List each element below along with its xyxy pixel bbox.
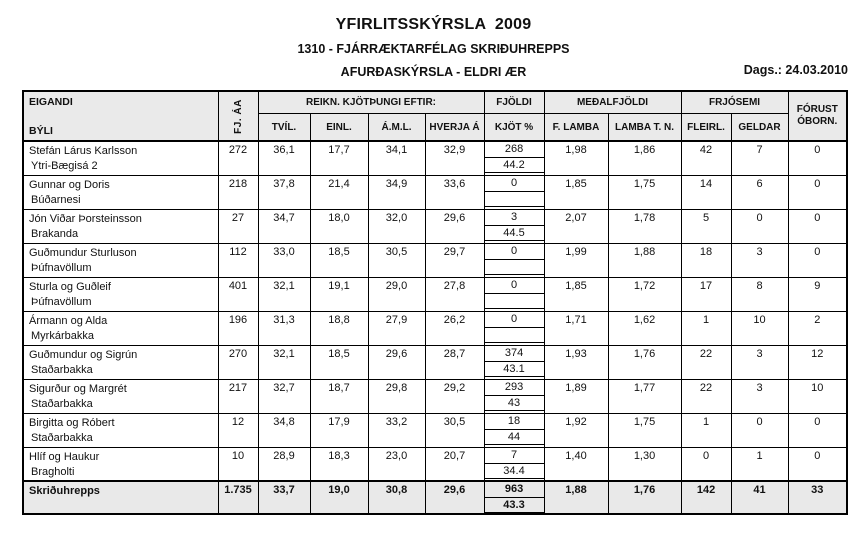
owner-name: Skriðuhrepps (29, 485, 100, 497)
kjot-cell (484, 311, 544, 345)
owner-farm-cell (23, 413, 218, 447)
table-row (23, 209, 847, 243)
header-lost-unborn (788, 91, 847, 141)
lamba-tn-cell: 1,30 (608, 447, 681, 481)
aml-cell: 27,9 (368, 311, 425, 345)
fj-aa-cell: 12 (218, 413, 258, 447)
owner-name: Guðmundur og Sigrún (29, 348, 138, 361)
forust-cell: 0 (788, 175, 847, 209)
tvil-cell: 33,0 (258, 243, 310, 277)
tvil-cell: 33,7 (258, 481, 310, 514)
f-lamba-cell: 1,98 (544, 141, 608, 175)
lamba-tn-cell: 1,86 (608, 141, 681, 175)
kjot-count: 0 (485, 244, 544, 260)
aml-cell: 30,8 (368, 481, 425, 514)
table-row (23, 243, 847, 277)
kjot-count: 0 (485, 312, 544, 328)
owner-farm-cell (23, 175, 218, 209)
owner-farm-cell (23, 243, 218, 277)
fj-aa-cell: 272 (218, 141, 258, 175)
hverja-a-cell: 29,2 (425, 379, 484, 413)
owner-name: Sturla og Guðleif (29, 280, 111, 293)
owner-farm-cell (23, 447, 218, 481)
hverja-a-cell: 26,2 (425, 311, 484, 345)
owner-farm-cell (23, 209, 218, 243)
table-header (23, 91, 847, 141)
report-subtitle-org: 1310 - FJÁRRÆKTARFÉLAG SKRIÐUHREPPS (297, 42, 570, 56)
kjot-cell (484, 277, 544, 311)
owner-name: Ármann og Alda (29, 314, 108, 327)
forust-cell: 0 (788, 141, 847, 175)
aml-cell: 34,1 (368, 141, 425, 175)
hverja-a-cell: 30,5 (425, 413, 484, 447)
aml-cell: 29,6 (368, 345, 425, 379)
fj-aa-cell: 27 (218, 209, 258, 243)
kjot-percent (485, 294, 544, 309)
header-kjot-pct: KJÖT % (484, 114, 544, 141)
kjot-count: 293 (485, 380, 544, 396)
kjot-percent: 43.1 (485, 362, 544, 377)
fj-aa-cell: 270 (218, 345, 258, 379)
fleirl-cell: 42 (681, 141, 731, 175)
farm-name: Staðarbakka (31, 363, 93, 376)
owner-farm-cell (23, 481, 218, 514)
farm-name: Þúfnavöllum (31, 295, 92, 308)
fj-aa-cell: 196 (218, 311, 258, 345)
hverja-a-cell: 29,7 (425, 243, 484, 277)
owner-name: Jón Viðar Þorsteinsson (29, 212, 142, 225)
forust-cell: 12 (788, 345, 847, 379)
header-owner-label: EIGANDI (29, 96, 73, 108)
kjot-percent: 44 (485, 430, 544, 445)
kjot-cell (484, 209, 544, 243)
tvil-cell: 32,1 (258, 345, 310, 379)
header-farm-label: BÝLI (29, 125, 53, 137)
f-lamba-cell: 1,99 (544, 243, 608, 277)
einl-cell: 18,0 (310, 209, 368, 243)
kjot-count: 3 (485, 210, 544, 226)
report-date: Dags.: 24.03.2010 (743, 63, 848, 77)
f-lamba-cell: 1,88 (544, 481, 608, 514)
tvil-cell: 28,9 (258, 447, 310, 481)
geldar-cell: 0 (731, 209, 788, 243)
tvil-cell: 36,1 (258, 141, 310, 175)
header-fleirl: FLEIRL. (681, 114, 731, 141)
kjot-cell (484, 379, 544, 413)
kjot-cell (484, 345, 544, 379)
tvil-cell: 34,8 (258, 413, 310, 447)
fj-aa-cell: 218 (218, 175, 258, 209)
fj-aa-cell: 10 (218, 447, 258, 481)
kjot-cell (484, 243, 544, 277)
lamba-tn-cell: 1,75 (608, 175, 681, 209)
header-einl: EINL. (310, 114, 368, 141)
f-lamba-cell: 1,71 (544, 311, 608, 345)
table-row (23, 345, 847, 379)
hverja-a-cell: 32,9 (425, 141, 484, 175)
tvil-cell: 32,1 (258, 277, 310, 311)
einl-cell: 18,8 (310, 311, 368, 345)
fleirl-cell: 5 (681, 209, 731, 243)
fleirl-cell: 142 (681, 481, 731, 514)
header-group-fertility: FRJÓSEMI (681, 91, 788, 114)
header-owner-farm (23, 91, 218, 141)
hverja-a-cell: 28,7 (425, 345, 484, 379)
aml-cell: 33,2 (368, 413, 425, 447)
owner-name: Sigurður og Margrét (29, 382, 127, 395)
einl-cell: 18,5 (310, 345, 368, 379)
hverja-a-cell: 33,6 (425, 175, 484, 209)
header-aml: Á.M.L. (368, 114, 425, 141)
summary-table (22, 90, 848, 515)
einl-cell: 17,7 (310, 141, 368, 175)
geldar-cell: 0 (731, 413, 788, 447)
table-row (23, 447, 847, 481)
aml-cell: 34,9 (368, 175, 425, 209)
forust-cell: 0 (788, 243, 847, 277)
f-lamba-cell: 1,85 (544, 277, 608, 311)
header-fj-aa-label: FJ. ÁA (232, 98, 244, 134)
aml-cell: 23,0 (368, 447, 425, 481)
forust-cell: 2 (788, 311, 847, 345)
einl-cell: 18,5 (310, 243, 368, 277)
lamba-tn-cell: 1,77 (608, 379, 681, 413)
kjot-percent: 43 (485, 396, 544, 411)
kjot-cell (484, 175, 544, 209)
table-row (23, 141, 847, 175)
header-f-lamba: F. LAMBA (544, 114, 608, 141)
owner-name: Birgitta og Róbert (29, 416, 115, 429)
kjot-percent: 43.3 (485, 498, 544, 513)
aml-cell: 29,0 (368, 277, 425, 311)
einl-cell: 18,7 (310, 379, 368, 413)
owner-farm-cell (23, 345, 218, 379)
report-title: YFIRLITSSKÝRSLA 2009 (335, 16, 532, 33)
farm-name: Myrkárbakka (31, 329, 94, 342)
forust-cell: 10 (788, 379, 847, 413)
kjot-percent: 44.2 (485, 158, 544, 173)
fj-aa-cell: 112 (218, 243, 258, 277)
kjot-count: 963 (485, 482, 544, 498)
f-lamba-cell: 1,89 (544, 379, 608, 413)
geldar-cell: 1 (731, 447, 788, 481)
table-row (23, 379, 847, 413)
kjot-count: 374 (485, 346, 544, 362)
geldar-cell: 10 (731, 311, 788, 345)
geldar-cell: 6 (731, 175, 788, 209)
owner-name: Stefán Lárus Karlsson (29, 145, 138, 157)
kjot-percent: 34.4 (485, 464, 544, 479)
forust-cell: 9 (788, 277, 847, 311)
geldar-cell: 3 (731, 345, 788, 379)
einl-cell: 21,4 (310, 175, 368, 209)
header-hverja-a: HVERJA Á (425, 114, 484, 141)
table-total-row (23, 481, 847, 514)
farm-name: Brakanda (31, 227, 79, 240)
kjot-cell (484, 481, 544, 514)
farm-name: Staðarbakka (31, 431, 93, 444)
tvil-cell: 34,7 (258, 209, 310, 243)
f-lamba-cell: 1,85 (544, 175, 608, 209)
aml-cell: 32,0 (368, 209, 425, 243)
forust-cell: 0 (788, 413, 847, 447)
header-lamba-tn: LAMBA T. N. (608, 114, 681, 141)
owner-farm-cell (23, 141, 218, 175)
f-lamba-cell: 2,07 (544, 209, 608, 243)
owner-name: Hlíf og Haukur (29, 450, 100, 463)
einl-cell: 17,9 (310, 413, 368, 447)
kjot-count: 268 (485, 142, 544, 158)
farm-name: Bragholti (31, 465, 75, 478)
owner-name: Guðmundur Sturluson (29, 246, 137, 259)
forust-cell: 0 (788, 209, 847, 243)
table-body (23, 141, 847, 514)
header-lost-line1: FÓRUST (796, 104, 838, 115)
f-lamba-cell: 1,92 (544, 413, 608, 447)
aml-cell: 29,8 (368, 379, 425, 413)
fj-aa-cell: 1.735 (218, 481, 258, 514)
farm-name: Þúfnavöllum (31, 261, 92, 274)
tvil-cell: 31,3 (258, 311, 310, 345)
farm-name: Staðarbakka (31, 397, 93, 410)
header-tvil: TVÍL. (258, 114, 310, 141)
kjot-count: 7 (485, 448, 544, 464)
lamba-tn-cell: 1,62 (608, 311, 681, 345)
kjot-count: 0 (485, 176, 544, 192)
fleirl-cell: 0 (681, 447, 731, 481)
geldar-cell: 3 (731, 243, 788, 277)
aml-cell: 30,5 (368, 243, 425, 277)
einl-cell: 19,0 (310, 481, 368, 514)
lamba-tn-cell: 1,72 (608, 277, 681, 311)
tvil-cell: 37,8 (258, 175, 310, 209)
table-row (23, 175, 847, 209)
header-group-count: FJÖLDI (484, 91, 544, 114)
table-row (23, 311, 847, 345)
header-group-avg: MEÐALFJÖLDI (544, 91, 681, 114)
hverja-a-cell: 20,7 (425, 447, 484, 481)
fleirl-cell: 18 (681, 243, 731, 277)
geldar-cell: 41 (731, 481, 788, 514)
fleirl-cell: 17 (681, 277, 731, 311)
fleirl-cell: 1 (681, 413, 731, 447)
farm-name: Ytri-Bægisá 2 (31, 160, 98, 172)
kjot-percent: 44.5 (485, 226, 544, 241)
header-fj-aa (218, 91, 258, 141)
lamba-tn-cell: 1,88 (608, 243, 681, 277)
hverja-a-cell: 27,8 (425, 277, 484, 311)
forust-cell: 0 (788, 447, 847, 481)
f-lamba-cell: 1,93 (544, 345, 608, 379)
kjot-cell (484, 141, 544, 175)
geldar-cell: 8 (731, 277, 788, 311)
owner-name: Gunnar og Doris (29, 178, 110, 191)
fj-aa-cell: 401 (218, 277, 258, 311)
farm-name: Búðarnesi (31, 193, 81, 206)
fleirl-cell: 22 (681, 379, 731, 413)
kjot-count: 18 (485, 414, 544, 430)
geldar-cell: 7 (731, 141, 788, 175)
tvil-cell: 32,7 (258, 379, 310, 413)
kjot-percent (485, 192, 544, 207)
lamba-tn-cell: 1,76 (608, 345, 681, 379)
owner-farm-cell (23, 311, 218, 345)
geldar-cell: 3 (731, 379, 788, 413)
fj-aa-cell: 217 (218, 379, 258, 413)
owner-farm-cell (23, 277, 218, 311)
header-geldar: GELDAR (731, 114, 788, 141)
kjot-count: 0 (485, 278, 544, 294)
kjot-cell (484, 413, 544, 447)
kjot-cell (484, 447, 544, 481)
fleirl-cell: 1 (681, 311, 731, 345)
einl-cell: 19,1 (310, 277, 368, 311)
header-lost-line2: ÓBORN. (797, 116, 838, 127)
einl-cell: 18,3 (310, 447, 368, 481)
forust-cell: 33 (788, 481, 847, 514)
kjot-percent (485, 328, 544, 343)
fleirl-cell: 22 (681, 345, 731, 379)
owner-farm-cell (23, 379, 218, 413)
report-subtitle-type: AFURÐASKÝRSLA - ELDRI ÆR (340, 65, 527, 79)
fleirl-cell: 14 (681, 175, 731, 209)
hverja-a-cell: 29,6 (425, 481, 484, 514)
lamba-tn-cell: 1,78 (608, 209, 681, 243)
lamba-tn-cell: 1,75 (608, 413, 681, 447)
header-group-weight: REIKN. KJÖTÞUNGI EFTIR: (258, 91, 484, 114)
hverja-a-cell: 29,6 (425, 209, 484, 243)
f-lamba-cell: 1,40 (544, 447, 608, 481)
lamba-tn-cell: 1,76 (608, 481, 681, 514)
table-row (23, 413, 847, 447)
kjot-percent (485, 260, 544, 275)
table-row (23, 277, 847, 311)
